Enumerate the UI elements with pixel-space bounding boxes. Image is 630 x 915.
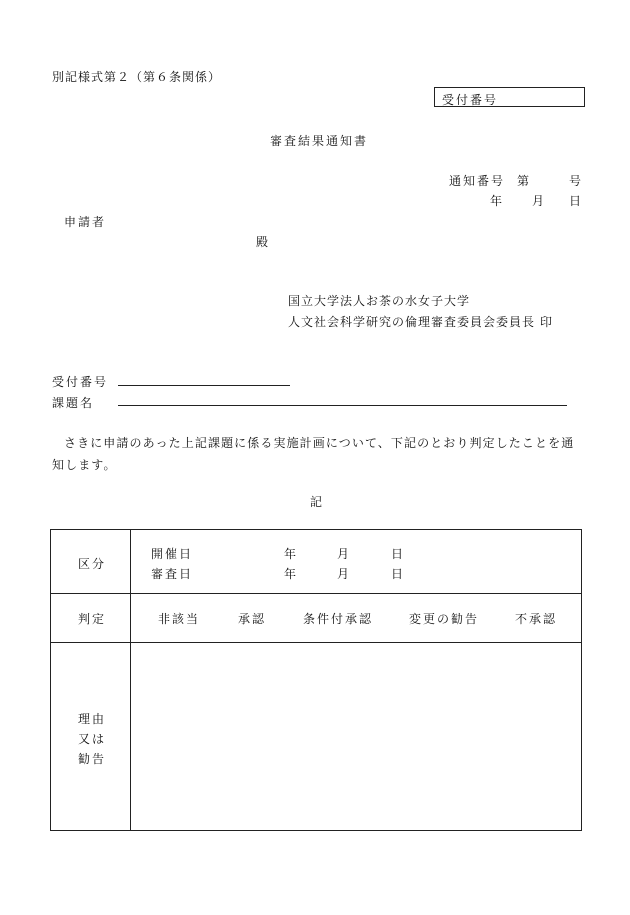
applicant-label: 申請者 xyxy=(64,215,107,229)
receipt-number-box-label: 受付番号 xyxy=(442,93,499,107)
notice-number-label: 通知番号 xyxy=(449,174,506,188)
receipt-no-label: 受付番号 xyxy=(52,375,109,389)
document-title: 審査結果通知書 xyxy=(270,134,369,148)
held-day: 日 xyxy=(391,547,404,561)
table-row-divider-1 xyxy=(51,593,581,594)
review-date-label: 審査日 xyxy=(151,567,194,581)
held-year: 年 xyxy=(284,547,297,561)
option-conditional-approval[interactable]: 条件付承認 xyxy=(303,612,374,626)
category-label: 区分 xyxy=(78,557,107,571)
notice-number-dai: 第 xyxy=(517,174,530,188)
body-text-line-1: さきに申請のあった上記課題に係る実施計画について、下記のとおり判定したことを通 xyxy=(64,436,575,450)
judgment-label: 判定 xyxy=(78,612,107,626)
held-date-label: 開催日 xyxy=(151,547,194,561)
notice-year: 年 xyxy=(490,194,503,208)
reason-label-line-3: 勧告 xyxy=(78,752,107,766)
notice-day: 日 xyxy=(569,194,582,208)
receipt-no-field[interactable] xyxy=(118,385,290,386)
review-day: 日 xyxy=(391,567,404,581)
reason-input-area[interactable] xyxy=(131,643,581,830)
sender-committee: 人文社会科学研究の倫理審査委員会委員長 xyxy=(288,315,536,329)
option-not-approved[interactable]: 不承認 xyxy=(515,612,558,626)
option-approved[interactable]: 承認 xyxy=(238,612,267,626)
reason-label-line-2: 又は xyxy=(78,732,107,746)
held-month: 月 xyxy=(337,547,350,561)
receipt-number-box[interactable] xyxy=(434,87,585,107)
option-not-applicable[interactable]: 非該当 xyxy=(158,612,201,626)
topic-label: 課題名 xyxy=(52,396,95,410)
review-year: 年 xyxy=(284,567,297,581)
form-label: 別記様式第２（第６条関係） xyxy=(52,70,222,84)
seal-mark: 印 xyxy=(540,315,553,329)
body-text-line-2: 知します。 xyxy=(52,458,117,472)
ki-heading: 記 xyxy=(310,495,323,509)
sender-university: 国立大学法人お茶の水女子大学 xyxy=(288,294,471,308)
review-month: 月 xyxy=(337,567,350,581)
honorific: 殿 xyxy=(256,235,269,249)
notice-month: 月 xyxy=(532,194,545,208)
notice-number-go: 号 xyxy=(569,174,582,188)
option-change-recommended[interactable]: 変更の勧告 xyxy=(409,612,480,626)
result-table xyxy=(50,529,582,831)
reason-label-line-1: 理由 xyxy=(78,712,107,726)
topic-field[interactable] xyxy=(118,405,567,406)
